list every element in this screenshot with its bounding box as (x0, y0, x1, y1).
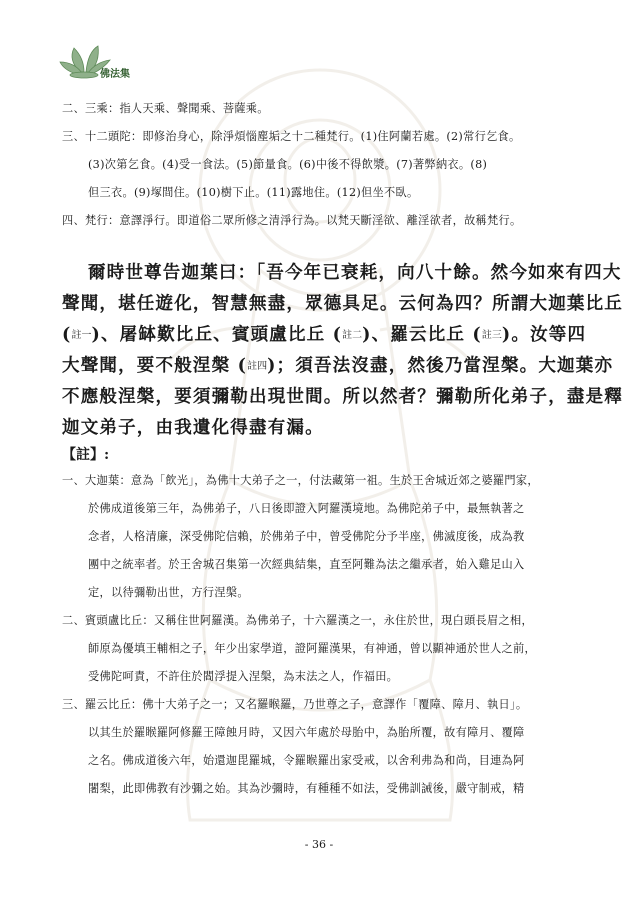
passage-line-2: 聲聞，堪任遊化，智慧無盡，眾德具足。云何為四？所謂大迦葉比丘 (62, 294, 623, 314)
page-number: - 36 - (304, 838, 334, 851)
note-1-line-5: 定，以待彌勒出世，方行涅槃。 (88, 586, 249, 599)
glossary-item-2: 三、十二頭陀：即修治身心，除淨煩惱塵垢之十二種梵行。(1)住阿蘭若處。(2)常行乞食。 (62, 130, 521, 143)
passage-line-6: 迦文弟子，由我遺化得盡有漏。 (62, 418, 324, 438)
note-3-line-1: 三、羅云比丘：佛十大弟子之一；又名羅睺羅，乃世尊之子，意譯作「覆障、障月、執日」。 (62, 698, 528, 711)
note-ref-4: 註四 (247, 361, 268, 372)
note-1-line-1: 一、大迦葉：意為「飲光」，為佛十大弟子之一，付法藏第一祖。生於王舍城近郊之婆羅門家， (62, 474, 539, 487)
glossary-item-3: 四、梵行：意譯淨行。即道俗二眾所修之清淨行為。以梵天斷淫欲、離淫欲者，故稱梵行。 (62, 214, 522, 227)
glossary-item-1: 二、三乘：指人天乘、聲聞乘、菩薩乘。 (62, 102, 269, 115)
passage-line-5: 不應般涅槃，要須彌勒出現世間。所以然者？彌勒所化弟子，盡是釋 (62, 387, 623, 407)
glossary-item-2-cont-1: (3)次第乞食。(4)受一食法。(5)節量食。(6)中後不得飲漿。(7)著弊納衣。(8) (88, 158, 488, 171)
passage-line-3: (註一)、屠缽歎比丘、賓頭盧比丘 (註二)、羅云比丘 (註三)。汝等四 (62, 325, 587, 345)
note-2-line-1: 二、賓頭盧比丘：又稱住世阿羅漢。為佛弟子，十六羅漢之一，永住於世，現白頭長眉之相， (62, 614, 533, 627)
note-ref-3: 註三 (481, 330, 502, 341)
note-1-line-4: 團中之統率者。於王舍城召集第一次經典結集，直至阿難為法之繼承者，始入雞足山入 (88, 558, 525, 571)
note-ref-1: 註一 (71, 330, 92, 341)
note-2-line-3: 受佛陀呵責，不許住於閻浮提入涅槃，為末法之人，作福田。 (88, 670, 399, 683)
note-3-line-4: 闍梨，此即佛教有沙彌之始。其為沙彌時，有種種不如法，受佛訓誡後，嚴守制戒，精 (88, 782, 525, 795)
note-3-line-2: 以其生於羅睺羅阿修羅王障蝕月時，又因六年處於母胎中，為胎所覆，故有障月、覆障 (88, 726, 525, 739)
buddha-figure-watermark (150, 60, 490, 830)
note-ref-2: 註二 (342, 330, 363, 341)
glossary-item-2-cont-2: 但三衣。(9)塚間住。(10)樹下止。(11)露地住。(12)但坐不臥。 (88, 186, 419, 199)
note-1-line-3: 念者，人格清廉，深受佛陀信賴，於佛弟子中，曾受佛陀分予半座，佛滅度後，成為教 (88, 530, 525, 543)
passage-line-1: 爾時世尊告迦葉曰：「吾今年已衰耗，向八十餘。然今如來有四大 (88, 263, 622, 283)
note-3-line-3: 之名。佛成道後六年，始還迦毘羅城，令羅睺羅出家受戒，以舍利弗為和尚，目連為阿 (88, 754, 525, 767)
passage-line-4: 大聲聞，要不般涅槃 (註四)；須吾法沒盡，然後乃當涅槃。大迦葉亦 (62, 356, 614, 376)
logo-text: 佛法集 (100, 69, 130, 80)
note-2-line-2: 師原為優填王輔相之子，年少出家學道，證阿羅漢果，有神通，曾以顯神通於世人之前， (88, 642, 537, 655)
note-1-line-2: 於佛成道後第三年，為佛弟子，八日後即證入阿羅漢境地。為佛陀弟子中，最無執著之 (88, 502, 525, 515)
notes-heading: 【註】: (62, 447, 110, 463)
